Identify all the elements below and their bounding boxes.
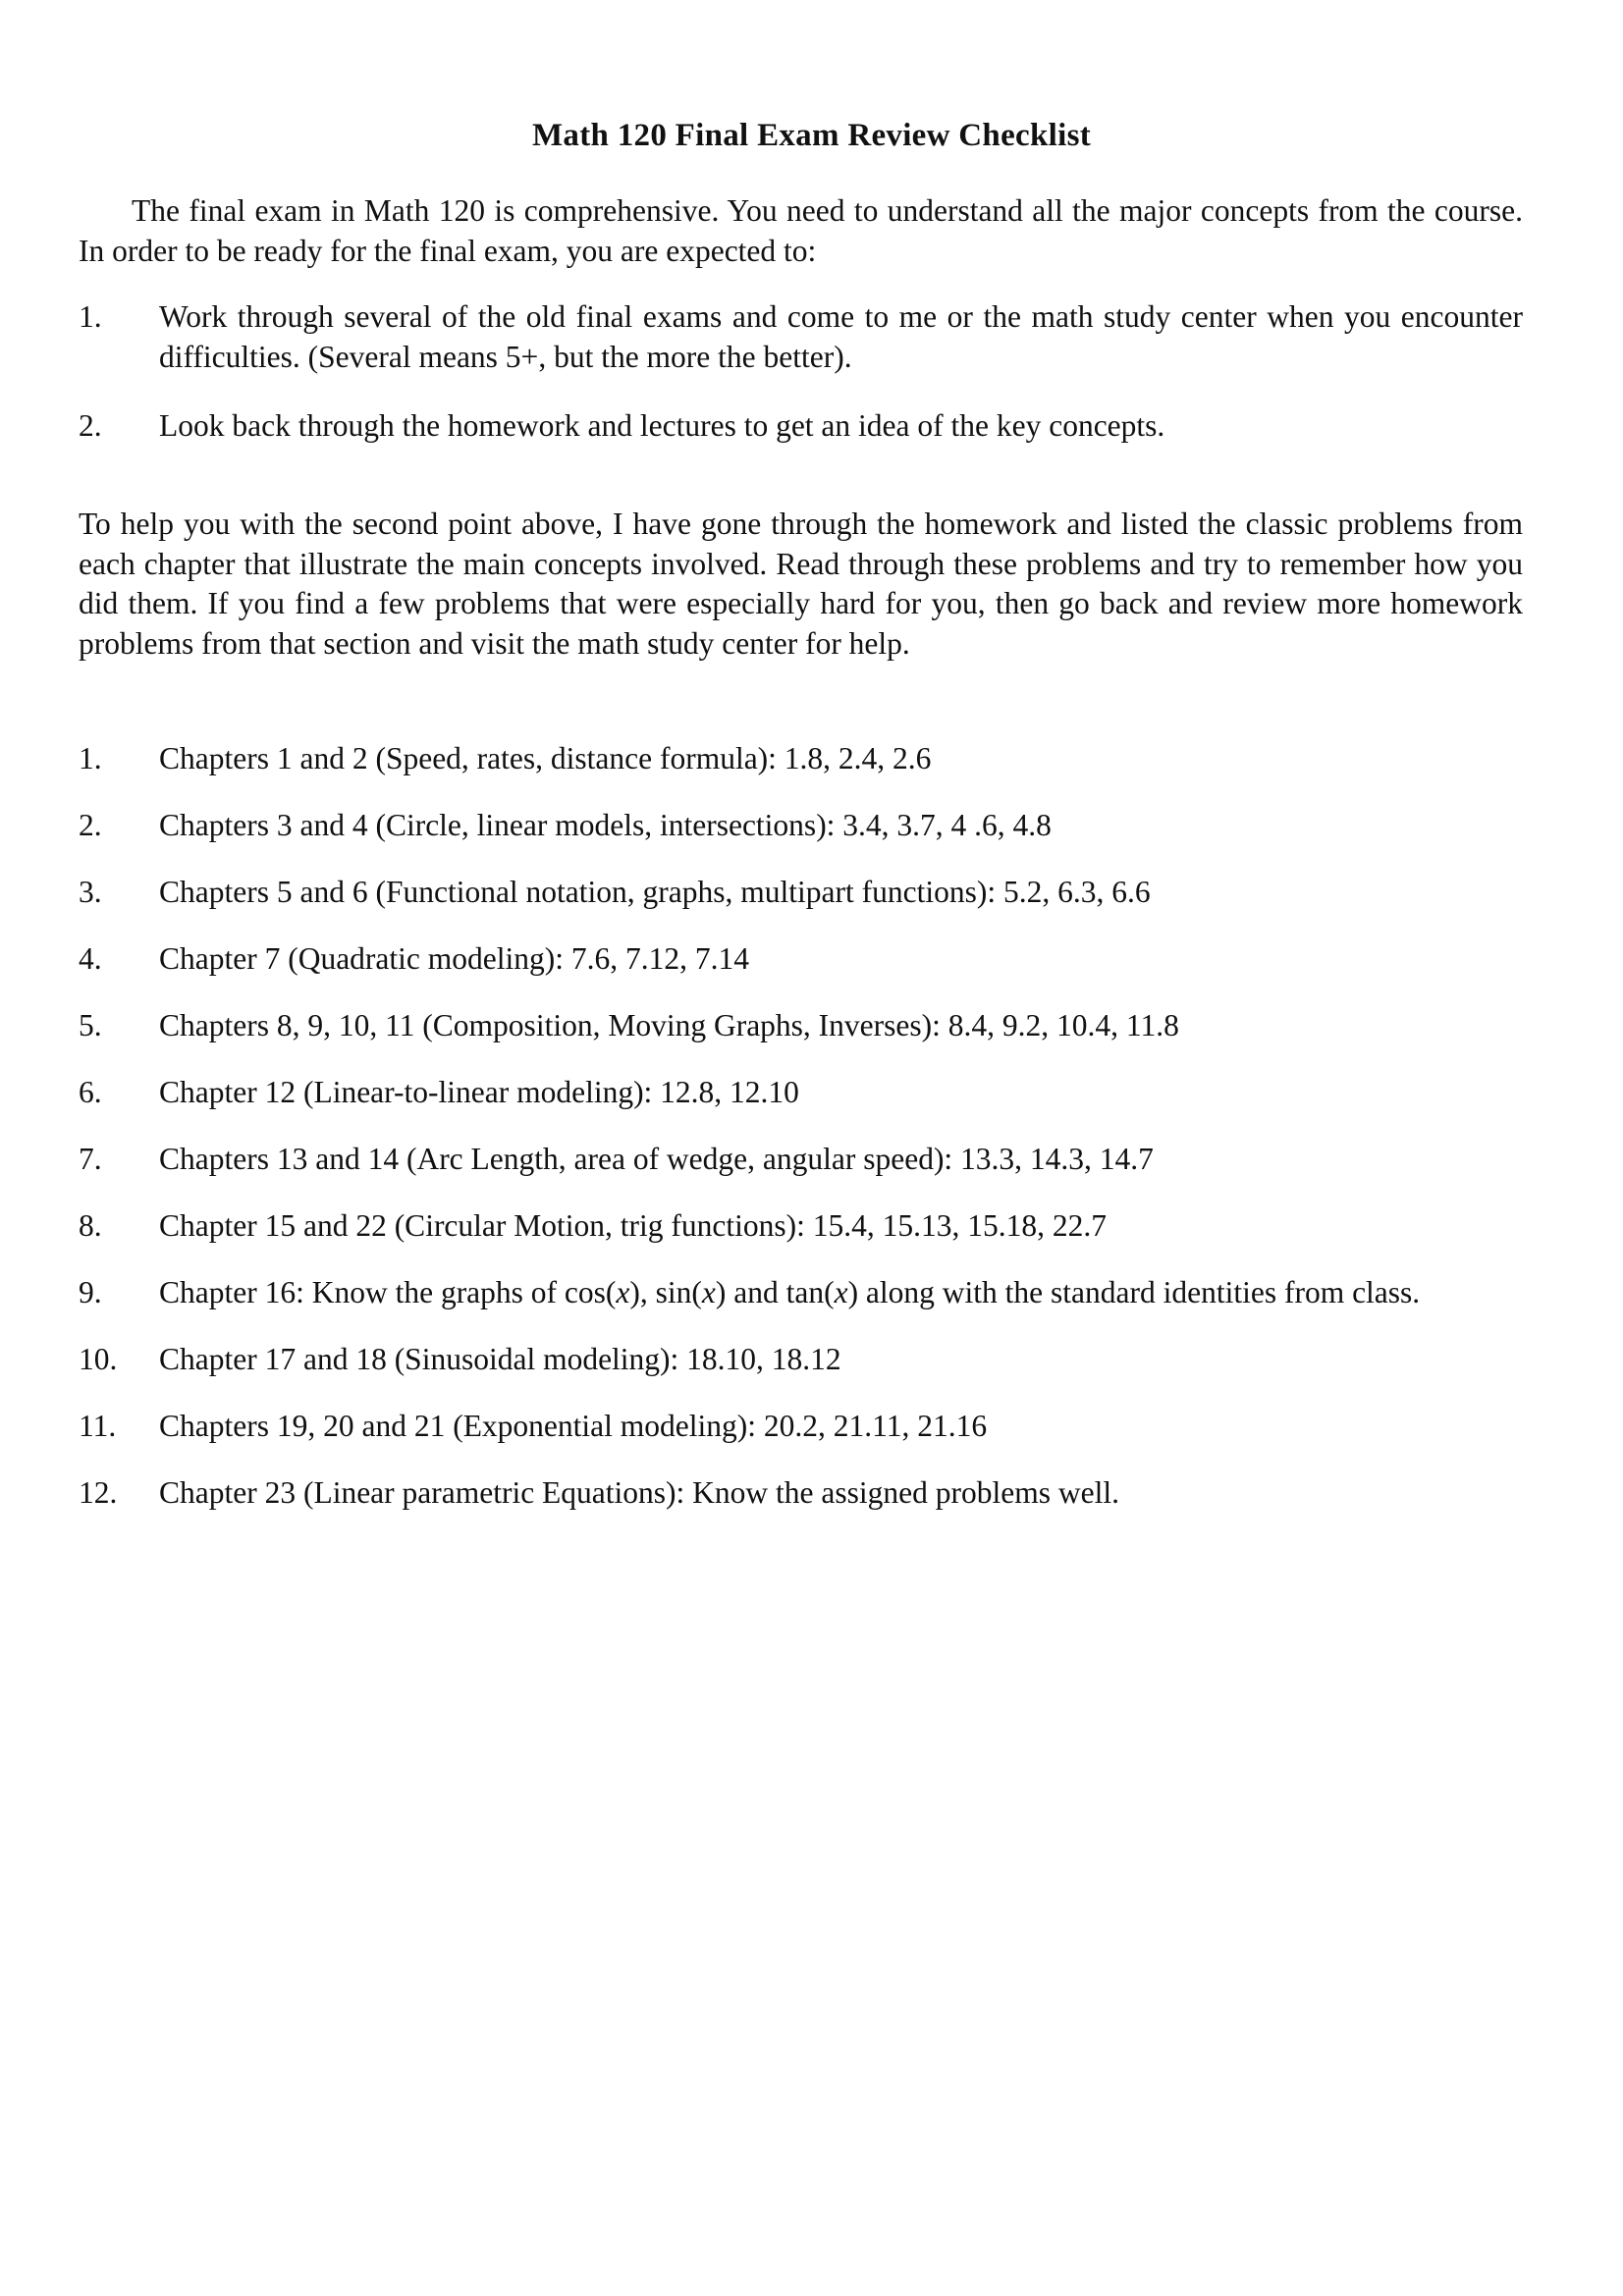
chapter-item-number: 3. — [79, 875, 102, 909]
list-item-text: Work through several of the old final exams and come to me or the math study center when you encounter difficulties. (Several means 5+, but the more the better). — [159, 299, 1523, 374]
chapter-item-number: 2. — [79, 808, 102, 842]
chapter-item-text: Chapter 23 (Linear parametric Equations): Know the assigned problems well. — [159, 1475, 1119, 1510]
chapter-item-text: Chapter 17 and 18 (Sinusoidal modeling): 18.10, 18.12 — [159, 1342, 841, 1376]
chapter-item-number: 6. — [79, 1075, 102, 1109]
text-segment: Chapter 16: Know the graphs of cos( — [159, 1275, 617, 1309]
math-variable: x — [701, 1275, 716, 1309]
text-segment: ) along with the standard identities from class. — [847, 1275, 1421, 1309]
chapter-item-text: Chapters 1 and 2 (Speed, rates, distance formula): 1.8, 2.4, 2.6 — [159, 741, 932, 775]
chapter-item-text — [159, 1275, 1420, 1309]
chapter-item — [79, 1407, 1523, 1447]
list-item — [79, 406, 1523, 447]
chapter-item — [79, 1073, 1523, 1113]
intro-paragraph: The final exam in Math 120 is comprehensive. You need to understand all the major concepts from the course. In order to be ready for the final exam, you are expected to: — [79, 193, 1523, 268]
instructions-paragraph: To help you with the second point above, I have gone through the homework and listed the classic problems from each chapter that illustrate the main concepts involved. Read through these problems and try to remember how you did them. If you find a few problems that were especially hard for you, then go back and review more homework problems from that section and visit the math study center for help. — [79, 507, 1523, 661]
chapter-item-text: Chapters 13 and 14 (Arc Length, area of wedge, angular speed): 13.3, 14.3, 14.7 — [159, 1142, 1154, 1176]
chapter-item-text: Chapters 19, 20 and 21 (Exponential modeling): 20.2, 21.11, 21.16 — [159, 1409, 988, 1443]
expectations-list — [79, 297, 1523, 447]
chapter-item-number: 8. — [79, 1208, 102, 1243]
chapter-item — [79, 1473, 1523, 1514]
list-item-number: 1. — [79, 299, 102, 334]
chapter-item-number: 4. — [79, 941, 102, 976]
math-variable: x — [834, 1275, 848, 1309]
chapter-item — [79, 806, 1523, 846]
chapter-item-text: Chapters 8, 9, 10, 11 (Composition, Moving Graphs, Inverses): 8.4, 9.2, 10.4, 11.8 — [159, 1008, 1179, 1042]
chapter-item-number: 7. — [79, 1142, 102, 1176]
document-title: Math 120 Final Exam Review Checklist — [531, 118, 1091, 153]
chapter-item — [79, 1140, 1523, 1180]
chapter-item-text: Chapters 3 and 4 (Circle, linear models, intersections): 3.4, 3.7, 4 .6, 4.8 — [159, 808, 1052, 842]
chapter-item-number: 11. — [79, 1409, 117, 1443]
chapter-item — [79, 873, 1523, 913]
chapter-item-number: 10. — [79, 1342, 118, 1376]
chapter-item — [79, 739, 1523, 779]
chapter-item-text: Chapter 15 and 22 (Circular Motion, trig functions): 15.4, 15.13, 15.18, 22.7 — [159, 1208, 1107, 1243]
chapter-item-text: Chapters 5 and 6 (Functional notation, graphs, multipart functions): 5.2, 6.3, 6.6 — [159, 875, 1151, 909]
chapter-item — [79, 1006, 1523, 1046]
chapter-item — [79, 1273, 1523, 1313]
chapter-item-number: 9. — [79, 1275, 102, 1309]
list-item-number: 2. — [79, 408, 102, 443]
list-item — [79, 297, 1523, 377]
chapter-item-number: 1. — [79, 741, 102, 775]
chapter-item-text: Chapter 7 (Quadratic modeling): 7.6, 7.12, 7.14 — [159, 941, 749, 976]
math-variable: x — [616, 1275, 630, 1309]
text-segment: ) and tan( — [715, 1275, 835, 1309]
chapter-item — [79, 1206, 1523, 1247]
list-item-text: Look back through the homework and lectures to get an idea of the key concepts. — [159, 408, 1165, 443]
chapter-item-number: 5. — [79, 1008, 102, 1042]
text-segment: ), sin( — [629, 1275, 702, 1309]
chapter-item — [79, 939, 1523, 980]
chapter-item — [79, 1340, 1523, 1380]
chapter-item-number: 12. — [79, 1475, 118, 1510]
chapter-problems-list — [79, 739, 1523, 1540]
chapter-item-text: Chapter 12 (Linear-to-linear modeling): 12.8, 12.10 — [159, 1075, 799, 1109]
